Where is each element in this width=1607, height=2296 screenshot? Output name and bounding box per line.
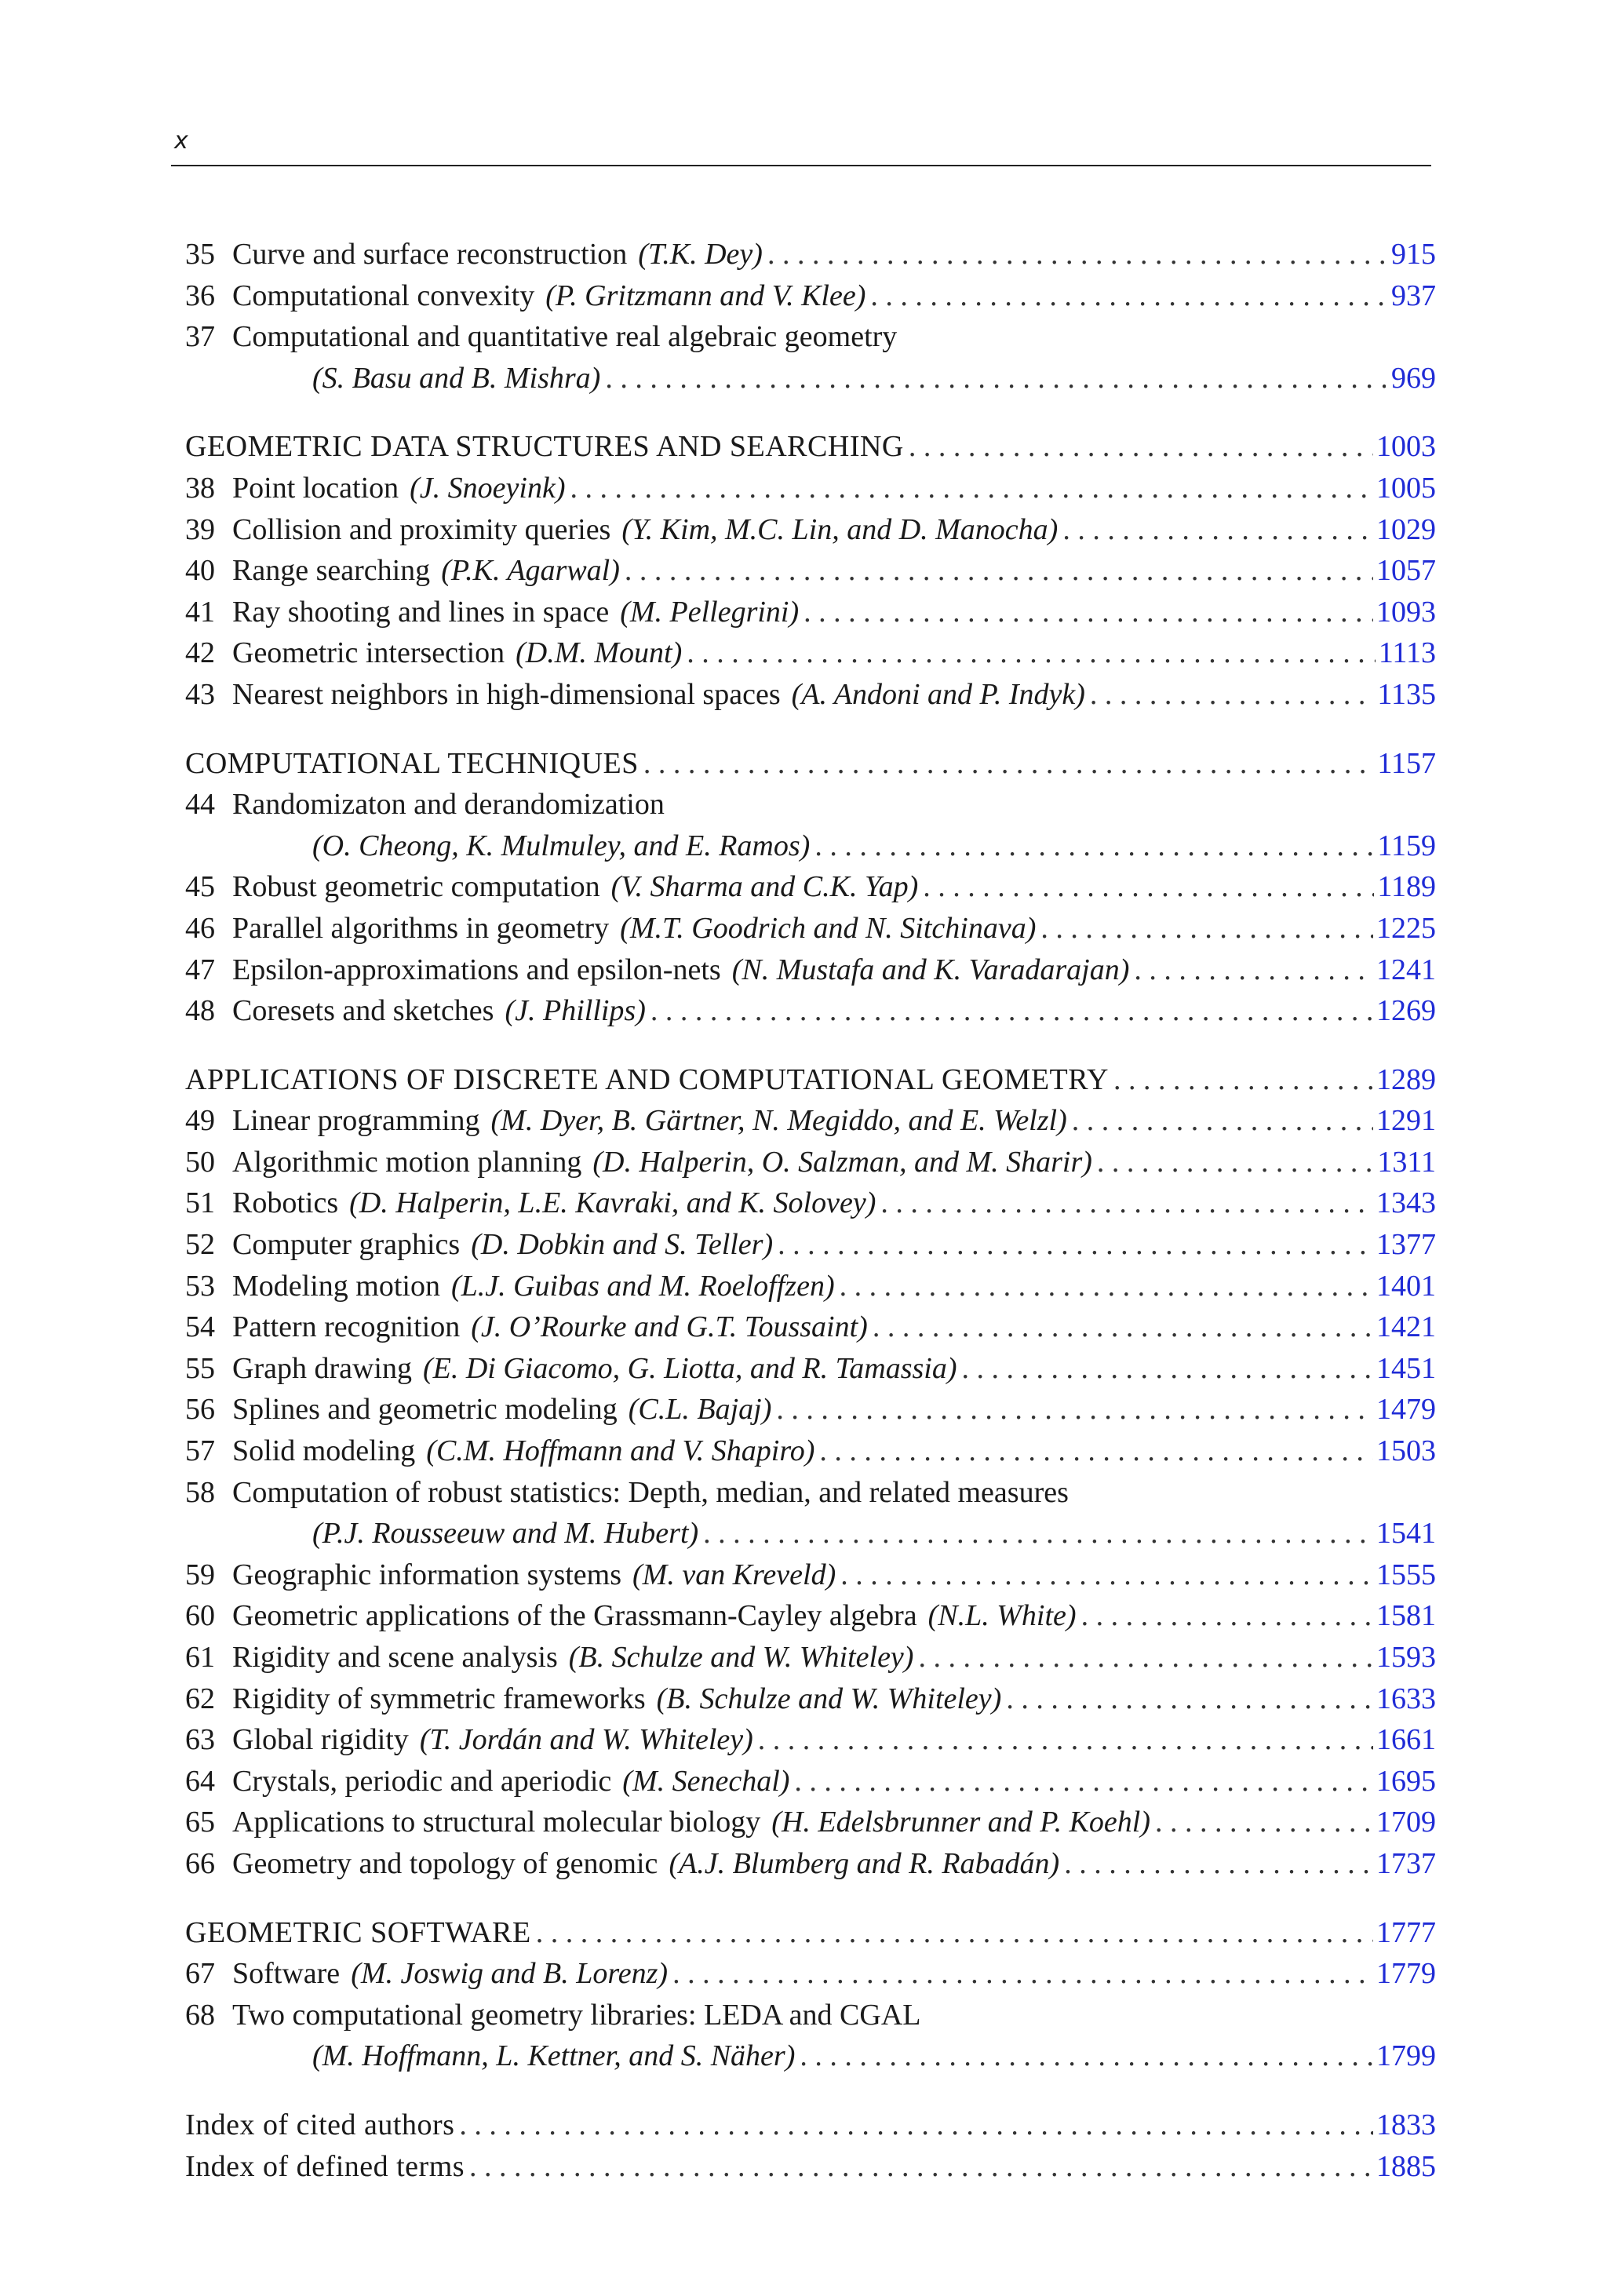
page-link[interactable]: 1779 — [1376, 1957, 1436, 1991]
toc-group — [185, 468, 1436, 716]
chapter-title: Crystals, periodic and aperiodic — [232, 1764, 612, 1798]
toc-entry[interactable] — [185, 1266, 1436, 1307]
chapter-title: Geometric intersection — [232, 636, 505, 670]
chapter-number: 67 — [185, 1957, 215, 1991]
chapter-number: 42 — [185, 636, 215, 670]
chapter-authors: (M.T. Goodrich and N. Sitchinava) — [620, 911, 1037, 945]
page-link[interactable]: 1157 — [1377, 746, 1436, 780]
dot-leader — [469, 2146, 1373, 2188]
toc-entry[interactable] — [185, 949, 1436, 991]
chapter-number: 57 — [185, 1434, 215, 1468]
page-link[interactable]: 1291 — [1376, 1104, 1436, 1138]
chapter-number: 40 — [185, 554, 215, 588]
table-of-contents — [185, 234, 1436, 2187]
toc-entry[interactable] — [185, 632, 1436, 674]
chapter-authors: (D.M. Mount) — [516, 636, 683, 670]
page-link[interactable]: 1661 — [1376, 1723, 1436, 1757]
chapter-number: 58 — [185, 1475, 215, 1509]
toc-entry[interactable] — [185, 1678, 1436, 1720]
toc-entry[interactable] — [185, 1719, 1436, 1761]
dot-leader — [1040, 908, 1373, 949]
dot-leader — [536, 1912, 1373, 1954]
toc-entry[interactable] — [185, 1802, 1436, 1843]
chapter-number: 63 — [185, 1723, 215, 1757]
chapter-authors: (P.K. Agarwal) — [441, 554, 620, 588]
toc-entry[interactable] — [185, 1953, 1436, 1995]
chapter-authors: (D. Halperin, L.E. Kavraki, and K. Solovey) — [349, 1186, 876, 1220]
chapter-number: 53 — [185, 1269, 215, 1303]
chapter-number: 65 — [185, 1806, 215, 1839]
chapter-authors: (D. Halperin, O. Salzman, and M. Sharir) — [592, 1145, 1092, 1179]
dot-leader — [1062, 509, 1373, 551]
chapter-title: Two computational geometry libraries: LEDA and CGAL — [232, 1998, 921, 2032]
dot-leader — [918, 1637, 1373, 1678]
chapter-title: Collision and proximity queries — [232, 512, 611, 546]
chapter-number: 38 — [185, 471, 215, 505]
dot-leader — [758, 1719, 1373, 1761]
page-link[interactable]: 1113 — [1378, 636, 1436, 670]
section-heading[interactable] — [185, 743, 1436, 785]
dot-leader — [776, 1389, 1373, 1430]
page-link[interactable]: 1695 — [1376, 1764, 1436, 1798]
chapter-authors: (H. Edelsbrunner and P. Koehl) — [771, 1806, 1150, 1839]
dot-leader — [804, 592, 1373, 633]
chapter-title: Algorithmic motion planning — [232, 1145, 582, 1179]
toc-entry[interactable] — [185, 468, 1436, 509]
chapter-authors: (E. Di Giacomo, G. Liotta, and R. Tamassia) — [422, 1351, 957, 1385]
chapter-title: Geographic information systems — [232, 1558, 622, 1591]
dot-leader — [1072, 1100, 1373, 1142]
chapter-number: 56 — [185, 1393, 215, 1427]
chapter-title: Robotics — [232, 1186, 339, 1220]
chapter-authors: (P. Gritzmann and V. Klee) — [545, 279, 866, 312]
chapter-title: Software — [232, 1957, 341, 1991]
chapter-title: Curve and surface reconstruction — [232, 238, 628, 271]
dot-leader — [1064, 1843, 1373, 1885]
page-link[interactable]: 1421 — [1376, 1310, 1436, 1344]
chapter-authors: (M. van Kreveld) — [632, 1558, 836, 1591]
page-link[interactable]: 1159 — [1377, 829, 1436, 862]
chapter-number: 51 — [185, 1186, 215, 1220]
chapter-number: 47 — [185, 953, 215, 986]
section-heading[interactable] — [185, 1912, 1436, 1954]
chapter-authors: (M. Pellegrini) — [620, 595, 800, 629]
chapter-number: 48 — [185, 994, 215, 1028]
dot-leader — [703, 1513, 1373, 1554]
page-link[interactable]: 1541 — [1376, 1517, 1436, 1551]
chapter-number: 45 — [185, 870, 215, 904]
toc-entry[interactable] — [185, 1183, 1436, 1224]
page-link[interactable]: 1581 — [1376, 1599, 1436, 1633]
page-link[interactable]: 1479 — [1376, 1393, 1436, 1427]
dot-leader — [625, 550, 1373, 592]
index-title: Index of cited authors — [185, 2108, 455, 2141]
chapter-number: 66 — [185, 1846, 215, 1880]
chapter-title: Geometric applications of the Grassmann-Cayley algebra — [232, 1599, 917, 1633]
dot-leader — [870, 275, 1386, 317]
chapter-title: Graph drawing — [232, 1351, 412, 1385]
page-link[interactable]: 1503 — [1376, 1434, 1436, 1468]
dot-leader — [819, 1430, 1373, 1472]
chapter-title: Computational and quantitative real algebraic geometry — [232, 320, 898, 354]
chapter-authors: (J. O’Rourke and G.T. Toussaint) — [471, 1310, 868, 1344]
chapter-title: Nearest neighbors in high-dimensional spaces — [232, 677, 781, 711]
chapter-number: 43 — [185, 677, 215, 711]
dot-leader — [459, 2105, 1373, 2146]
chapter-title: Computational convexity — [232, 279, 535, 312]
dot-leader — [1006, 1678, 1373, 1720]
page-link[interactable]: 1225 — [1376, 911, 1436, 945]
chapter-authors: (A. Andoni and P. Indyk) — [791, 677, 1085, 711]
chapter-number: 64 — [185, 1764, 215, 1798]
dot-leader — [1113, 1059, 1373, 1101]
toc-entry[interactable] — [185, 1430, 1436, 1472]
chapter-number: 55 — [185, 1351, 215, 1385]
index-entry[interactable] — [185, 2105, 1436, 2146]
chapter-authors: (N. Mustafa and K. Varadarajan) — [731, 953, 1130, 986]
chapter-authors: (M. Joswig and B. Lorenz) — [351, 1957, 669, 1991]
chapter-number: 59 — [185, 1558, 215, 1591]
page-link[interactable]: 1799 — [1376, 2039, 1436, 2073]
chapter-number: 36 — [185, 279, 215, 312]
chapter-title: Rigidity of symmetric frameworks — [232, 1682, 646, 1715]
toc-entry[interactable] — [185, 509, 1436, 551]
chapter-authors: (D. Dobkin and S. Teller) — [471, 1228, 774, 1262]
page-link[interactable]: 1005 — [1376, 471, 1436, 505]
chapter-number: 37 — [185, 320, 215, 354]
dot-leader — [672, 1953, 1373, 1995]
toc-entry-continuation[interactable] — [185, 2035, 1436, 2077]
chapter-number: 52 — [185, 1228, 215, 1262]
dot-leader — [923, 866, 1374, 908]
chapter-number: 68 — [185, 1998, 215, 2032]
page-link[interactable]: 937 — [1391, 279, 1436, 312]
toc-entry-continuation[interactable] — [185, 1513, 1436, 1554]
toc-entry[interactable] — [185, 1761, 1436, 1802]
toc-entry[interactable] — [185, 1843, 1436, 1885]
toc-entry-continuation[interactable] — [185, 825, 1436, 867]
chapter-title: Solid modeling — [232, 1434, 416, 1468]
dot-leader — [873, 1307, 1373, 1348]
chapter-number: 61 — [185, 1641, 215, 1674]
chapter-number: 62 — [185, 1682, 215, 1715]
section-title: GEOMETRIC SOFTWARE — [185, 1915, 531, 1949]
toc-entry[interactable] — [185, 908, 1436, 949]
chapter-authors: (P.J. Rousseeuw and M. Hubert) — [312, 1517, 699, 1551]
section-heading[interactable] — [185, 1059, 1436, 1101]
toc-group — [185, 1100, 1436, 1471]
chapter-number: 54 — [185, 1310, 215, 1344]
dot-leader — [1134, 949, 1373, 991]
toc-entry[interactable] — [185, 990, 1436, 1032]
chapter-authors: (T.K. Dey) — [638, 238, 763, 271]
chapter-title: Linear programming — [232, 1104, 480, 1138]
chapter-authors: (S. Basu and B. Mishra) — [312, 361, 601, 395]
chapter-number: 44 — [185, 788, 215, 822]
toc-entry[interactable] — [185, 784, 1436, 825]
index-title: Index of defined terms — [185, 2149, 465, 2183]
toc-entry[interactable] — [185, 550, 1436, 592]
chapter-authors: (C.M. Hoffmann and V. Shapiro) — [426, 1434, 815, 1468]
chapter-number: 49 — [185, 1104, 215, 1138]
index-entry[interactable] — [185, 2146, 1436, 2188]
chapter-title: Pattern recognition — [232, 1310, 461, 1344]
chapter-authors: (B. Schulze and W. Whiteley) — [656, 1682, 1002, 1715]
page-link[interactable]: 1377 — [1376, 1228, 1436, 1262]
toc-group — [185, 1554, 1436, 1885]
page-link[interactable]: 1093 — [1376, 595, 1436, 629]
chapter-title: Computer graphics — [232, 1228, 461, 1262]
page-link[interactable]: 1189 — [1377, 870, 1436, 904]
toc-entry[interactable] — [185, 234, 1436, 275]
dot-leader — [909, 426, 1373, 468]
chapter-number: 50 — [185, 1145, 215, 1179]
dot-leader — [1097, 1142, 1375, 1183]
toc-entry[interactable] — [185, 1142, 1436, 1183]
toc-entry[interactable] — [185, 1348, 1436, 1390]
toc-entry[interactable] — [185, 275, 1436, 317]
page-link[interactable]: 1029 — [1376, 512, 1436, 546]
page-link[interactable]: 1003 — [1376, 430, 1436, 464]
toc-entry[interactable] — [185, 1554, 1436, 1596]
toc-group — [185, 234, 1436, 316]
chapter-title: Ray shooting and lines in space — [232, 595, 610, 629]
dot-leader — [643, 743, 1375, 785]
page-link[interactable]: 1885 — [1376, 2149, 1436, 2183]
toc-entry-continuation[interactable] — [185, 358, 1436, 399]
page-link[interactable]: 915 — [1391, 238, 1436, 271]
dot-leader — [840, 1266, 1373, 1307]
toc-entry[interactable] — [185, 1224, 1436, 1266]
page-link[interactable]: 1593 — [1376, 1641, 1436, 1674]
chapter-number: 46 — [185, 911, 215, 945]
page-link[interactable]: 1737 — [1376, 1846, 1436, 1880]
page-link[interactable]: 1401 — [1376, 1269, 1436, 1303]
section-heading[interactable] — [185, 426, 1436, 468]
page-link[interactable]: 1289 — [1376, 1062, 1436, 1096]
page-link[interactable]: 969 — [1391, 361, 1436, 395]
chapter-number: 35 — [185, 238, 215, 271]
chapter-authors: (C.L. Bajaj) — [628, 1393, 772, 1427]
chapter-title: Coresets and sketches — [232, 994, 494, 1028]
chapter-number: 39 — [185, 512, 215, 546]
page-link[interactable]: 1451 — [1376, 1351, 1436, 1385]
section-title: APPLICATIONS OF DISCRETE AND COMPUTATIONAL GEOMETRY — [185, 1062, 1109, 1096]
dot-leader — [605, 358, 1386, 399]
dot-leader — [800, 2035, 1373, 2077]
toc-entry[interactable] — [185, 674, 1436, 716]
dot-leader — [1081, 1595, 1373, 1637]
chapter-title: Applications to structural molecular biology — [232, 1806, 761, 1839]
chapter-title: Parallel algorithms in geometry — [232, 911, 610, 945]
dot-leader — [650, 990, 1373, 1032]
page-header — [171, 126, 1431, 166]
page-link[interactable]: 1777 — [1376, 1915, 1436, 1949]
chapter-authors: (J. Snoeyink) — [410, 471, 566, 505]
page-link[interactable]: 1343 — [1376, 1186, 1436, 1220]
chapter-title: Computation of robust statistics: Depth, median, and related measures — [232, 1475, 1069, 1509]
chapter-title: Rigidity and scene analysis — [232, 1641, 558, 1674]
page-link[interactable]: 1269 — [1376, 994, 1436, 1028]
dot-leader — [880, 1183, 1373, 1224]
page-link[interactable]: 1241 — [1376, 953, 1436, 986]
chapter-authors: (M. Senechal) — [622, 1764, 790, 1798]
chapter-authors: (M. Hoffmann, L. Kettner, and S. Näher) — [312, 2039, 796, 2073]
toc-entry[interactable] — [185, 1995, 1436, 2036]
chapter-title: Epsilon-approximations and epsilon-nets — [232, 953, 721, 986]
toc-entry[interactable] — [185, 1307, 1436, 1348]
toc-entry[interactable] — [185, 1595, 1436, 1637]
chapter-authors: (O. Cheong, K. Mulmuley, and E. Ramos) — [312, 829, 811, 862]
toc-entry[interactable] — [185, 1100, 1436, 1142]
page-link[interactable]: 1057 — [1376, 554, 1436, 588]
chapter-authors: (V. Sharma and C.K. Yap) — [610, 870, 919, 904]
chapter-authors: (M. Dyer, B. Gärtner, N. Megiddo, and E. Welzl) — [490, 1104, 1067, 1138]
chapter-authors: (A.J. Blumberg and R. Rabadán) — [669, 1846, 1060, 1880]
toc-group — [185, 866, 1436, 1031]
page-number: x — [174, 127, 188, 155]
chapter-title: Point location — [232, 471, 399, 505]
section-title: COMPUTATIONAL TECHNIQUES — [185, 746, 639, 780]
chapter-authors: (N.L. White) — [927, 1599, 1077, 1633]
chapter-number: 41 — [185, 595, 215, 629]
chapter-title: Splines and geometric modeling — [232, 1393, 618, 1427]
page-link[interactable]: 1135 — [1377, 677, 1436, 711]
chapter-title: Randomizaton and derandomization — [232, 788, 665, 822]
toc-entry[interactable] — [185, 316, 1436, 358]
toc-entry[interactable] — [185, 1389, 1436, 1430]
toc-entry[interactable] — [185, 1472, 1436, 1514]
dot-leader — [1155, 1802, 1373, 1843]
page-link[interactable]: 1311 — [1377, 1145, 1436, 1179]
dot-leader — [794, 1761, 1373, 1802]
chapter-title: Modeling motion — [232, 1269, 440, 1303]
dot-leader — [687, 632, 1376, 674]
chapter-authors: (Y. Kim, M.C. Lin, and D. Manocha) — [621, 512, 1059, 546]
page-link[interactable]: 1555 — [1376, 1558, 1436, 1591]
page-link[interactable]: 1633 — [1376, 1682, 1436, 1715]
chapter-authors: (B. Schulze and W. Whiteley) — [568, 1641, 914, 1674]
page-link[interactable]: 1833 — [1376, 2108, 1436, 2141]
dot-leader — [962, 1348, 1374, 1390]
section-title: GEOMETRIC DATA STRUCTURES AND SEARCHING — [185, 430, 904, 464]
chapter-title: Global rigidity — [232, 1723, 409, 1757]
chapter-authors: (T. Jordán and W. Whiteley) — [419, 1723, 753, 1757]
dot-leader — [1090, 674, 1374, 716]
chapter-title: Geometry and topology of genomic — [232, 1846, 658, 1880]
chapter-title: Robust geometric computation — [232, 870, 600, 904]
toc-entry[interactable] — [185, 592, 1436, 633]
dot-leader — [778, 1224, 1373, 1266]
dot-leader — [570, 468, 1374, 509]
dot-leader — [767, 234, 1386, 275]
toc-entry[interactable] — [185, 1637, 1436, 1678]
chapter-authors: (L.J. Guibas and M. Roeloffzen) — [450, 1269, 835, 1303]
dot-leader — [814, 825, 1374, 867]
dot-leader — [840, 1554, 1373, 1596]
chapter-authors: (J. Phillips) — [505, 994, 646, 1028]
toc-entry[interactable] — [185, 866, 1436, 908]
chapter-number: 60 — [185, 1599, 215, 1633]
chapter-title: Range searching — [232, 554, 431, 588]
page-link[interactable]: 1709 — [1376, 1806, 1436, 1839]
